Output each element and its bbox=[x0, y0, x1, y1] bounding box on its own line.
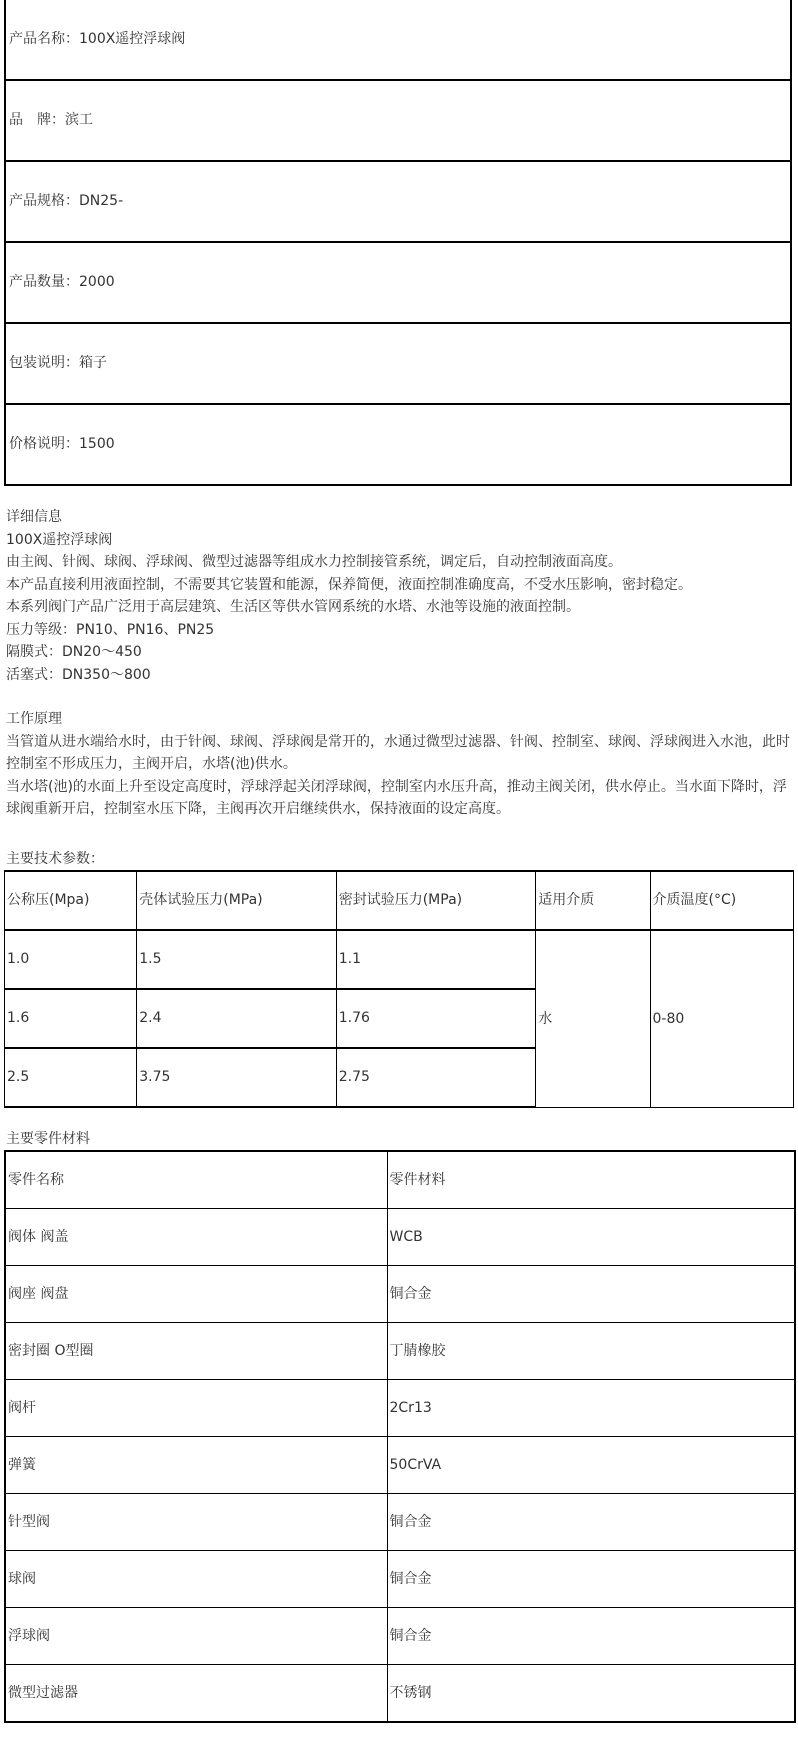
detail-heading: 详细信息 bbox=[6, 509, 62, 525]
part-material-cell: 铜合金 bbox=[387, 1608, 795, 1665]
header-medium-temperature: 介质温度(°C) bbox=[650, 871, 793, 930]
working-principle-paragraph: 当管道从进水端给水时，由于针阀、球阀、浮球阀是常开的，水通过微型过滤器、针阀、控制室、球阀、浮球阀进入水池，此时控制室不形成压力，主阀开启，水塔(池)供水。 bbox=[6, 733, 790, 772]
part-name-cell: 球阀 bbox=[5, 1551, 387, 1608]
part-material-cell: 不锈钢 bbox=[387, 1665, 795, 1723]
table-header-row bbox=[5, 871, 794, 930]
shell-test-cell: 2.4 bbox=[137, 989, 336, 1048]
part-material-cell: 铜合金 bbox=[387, 1266, 795, 1323]
nominal-pressure-cell: 1.0 bbox=[5, 930, 137, 989]
header-nominal-pressure: 公称压(Mpa) bbox=[5, 871, 137, 930]
detail-line: 由主阀、针阀、球阀、浮球阀、微型过滤器等组成水力控制接管系统，调定后，自动控制液面高度。 bbox=[6, 554, 622, 570]
nominal-pressure-cell: 2.5 bbox=[5, 1048, 137, 1107]
seal-test-cell: 1.76 bbox=[336, 989, 535, 1048]
spec-row bbox=[5, 323, 791, 404]
table-row bbox=[5, 1665, 795, 1723]
part-material-cell: 2Cr13 bbox=[387, 1380, 795, 1437]
table-row bbox=[5, 930, 794, 989]
header-part-material: 零件材料 bbox=[387, 1151, 795, 1209]
technical-params-table bbox=[4, 870, 794, 1108]
table-row bbox=[5, 1608, 795, 1665]
shell-test-cell: 1.5 bbox=[137, 930, 336, 989]
part-name-cell: 阀杆 bbox=[5, 1380, 387, 1437]
detail-diaphragm-type: 隔膜式：DN20～450 bbox=[6, 644, 142, 660]
part-name-cell: 浮球阀 bbox=[5, 1608, 387, 1665]
detail-piston-type: 活塞式：DN350～800 bbox=[6, 666, 151, 683]
spec-row bbox=[5, 161, 791, 242]
table-row bbox=[5, 1323, 795, 1380]
part-name-cell: 阀体 阀盖 bbox=[5, 1209, 387, 1266]
table-row bbox=[5, 1266, 795, 1323]
part-name-cell: 针型阀 bbox=[5, 1494, 387, 1551]
header-part-name: 零件名称 bbox=[5, 1151, 387, 1209]
part-name-cell: 弹簧 bbox=[5, 1437, 387, 1494]
detail-line: 本产品直接利用液面控制，不需要其它装置和能源，保养简便，液面控制准确度高，不受水压影响，密封稳定。 bbox=[6, 576, 692, 593]
spec-size: 产品规格：DN25- bbox=[5, 161, 791, 242]
table-row bbox=[5, 1551, 795, 1608]
table-row bbox=[5, 1209, 795, 1266]
part-name-cell: 阀座 阀盘 bbox=[5, 1266, 387, 1323]
detail-pressure-rating: 压力等级：PN10、PN16、PN25 bbox=[6, 621, 215, 638]
table-row bbox=[5, 1494, 795, 1551]
nominal-pressure-cell: 1.6 bbox=[5, 989, 137, 1048]
detail-section bbox=[6, 506, 792, 686]
spec-row bbox=[5, 80, 791, 161]
spec-row bbox=[5, 404, 791, 485]
parts-material-table bbox=[4, 1150, 796, 1723]
detail-model: 100X遥控浮球阀 bbox=[6, 531, 113, 548]
parts-caption: 主要零件材料 bbox=[6, 1131, 90, 1147]
medium-cell: 水 bbox=[536, 930, 650, 1107]
spec-price: 价格说明：1500 bbox=[5, 404, 791, 485]
part-name-cell: 微型过滤器 bbox=[5, 1665, 387, 1723]
part-material-cell: 丁腈橡胶 bbox=[387, 1323, 795, 1380]
spec-product-name: 产品名称：100X遥控浮球阀 bbox=[5, 0, 791, 80]
table-row bbox=[5, 1437, 795, 1494]
part-name-cell: 密封圈 O型圈 bbox=[5, 1323, 387, 1380]
spec-brand: 品 牌：滨工 bbox=[5, 80, 791, 161]
spec-packaging: 包装说明：箱子 bbox=[5, 323, 791, 404]
spec-row bbox=[5, 0, 791, 80]
shell-test-cell: 3.75 bbox=[137, 1048, 336, 1107]
header-seal-test-pressure: 密封试验压力(MPa) bbox=[336, 871, 535, 930]
product-spec-table bbox=[4, 0, 792, 486]
part-material-cell: 50CrVA bbox=[387, 1437, 795, 1494]
spec-row bbox=[5, 242, 791, 323]
part-material-cell: 铜合金 bbox=[387, 1494, 795, 1551]
table-row bbox=[5, 1380, 795, 1437]
part-material-cell: WCB bbox=[387, 1209, 795, 1266]
spec-quantity: 产品数量：2000 bbox=[5, 242, 791, 323]
working-principle-heading: 工作原理 bbox=[6, 711, 62, 727]
detail-line: 本系列阀门产品广泛用于高层建筑、生活区等供水管网系统的水塔、水池等设施的液面控制。 bbox=[6, 599, 580, 615]
working-principle-paragraph: 当水塔(池)的水面上升至设定高度时，浮球浮起关闭浮球阀，控制室内水压升高，推动主阀关闭，供水停止。当水面下降时，浮球阀重新开启，控制室水压下降，主阀再次开启继续供水，保持液面的设定高度。 bbox=[6, 778, 787, 817]
params-caption: 主要技术参数： bbox=[6, 851, 104, 867]
header-shell-test-pressure: 壳体试验压力(MPa) bbox=[137, 871, 336, 930]
part-material-cell: 铜合金 bbox=[387, 1551, 795, 1608]
header-medium: 适用介质 bbox=[536, 871, 650, 930]
seal-test-cell: 2.75 bbox=[336, 1048, 535, 1107]
seal-test-cell: 1.1 bbox=[336, 930, 535, 989]
table-header-row bbox=[5, 1151, 795, 1209]
working-principle-section bbox=[6, 708, 792, 821]
temperature-cell: 0-80 bbox=[650, 930, 793, 1107]
